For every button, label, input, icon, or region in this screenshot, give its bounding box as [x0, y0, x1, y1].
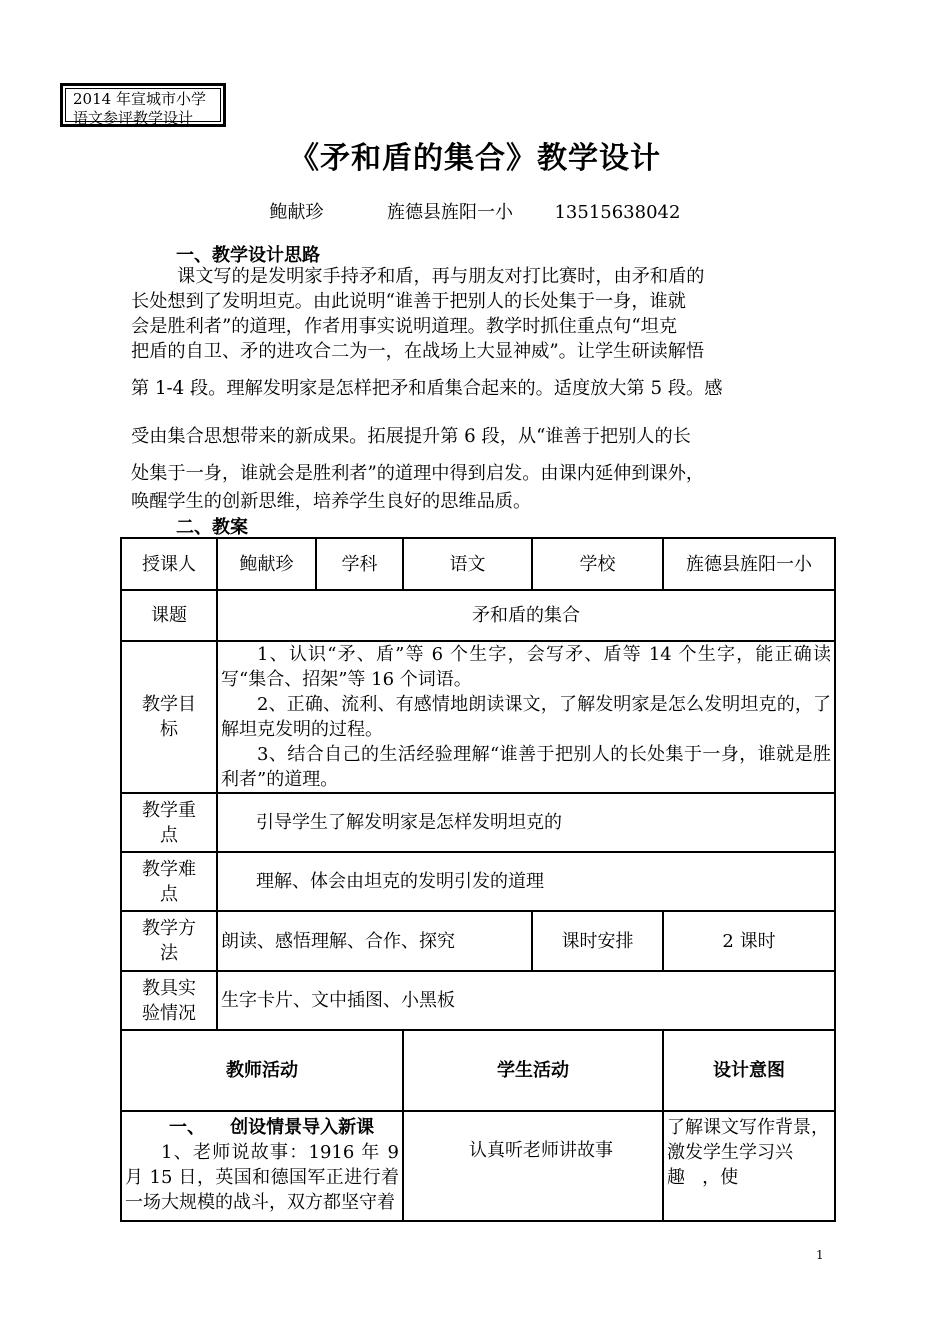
difficulty-label: 教学难点 — [121, 852, 217, 911]
document-title: 《矛和盾的集合》教学设计 — [289, 141, 661, 176]
goal-item: 2、正确、流利、有感情地朗读课文，了解发明家是怎么发明坦克的，了解坦克发明的过程。 — [221, 694, 831, 740]
hours-label: 课时安排 — [532, 911, 663, 971]
step-1-text: 1、老师说故事：1916 年 9 月 15 日，英国和德国军正进行着一场大规模的战斗，双方都坚守着 — [125, 1142, 399, 1213]
body-line: 会是胜利者”的道理，作者用事实说明道理。教学时抓住重点句“坦克 — [131, 316, 678, 337]
key-value: 引导学生了解发明家是怎样发明坦克的 — [217, 793, 835, 852]
col-teacher-activity: 教师活动 — [121, 1030, 403, 1111]
col-student-activity: 学生活动 — [403, 1030, 663, 1111]
body-line: 受由集合思想带来的新成果。拓展提升第 6 段，从“谁善于把别人的长 — [131, 426, 691, 447]
body-line: 课文写的是发明家手持矛和盾，再与朋友对打比赛时，由矛和盾的 — [177, 266, 705, 287]
subject-value: 语文 — [403, 538, 532, 590]
section-1-heading: 一、教学设计思路 — [176, 245, 320, 266]
body-line: 把盾的自卫、矛的进攻合二为一，在战场上大显神威”。让学生研读解悟 — [131, 341, 705, 362]
step-1-title: 一、 创设情景导入新课 — [169, 1117, 375, 1138]
col-design-intent: 设计意图 — [663, 1030, 835, 1111]
goal-item: 1、认识“矛、盾”等 6 个生字，会写矛、盾等 14 个生字，能正确读写“集合、招架”等 16 个词语。 — [221, 644, 831, 690]
subject-label: 学科 — [316, 538, 403, 590]
topic-label: 课题 — [121, 590, 217, 641]
topic-row — [121, 590, 835, 641]
goals-row — [121, 641, 835, 793]
tools-value: 生字卡片、文中插图、小黑板 — [217, 971, 835, 1030]
activity-header-row — [121, 1030, 835, 1111]
tools-label: 教具实验情况 — [121, 971, 217, 1030]
school-label: 学校 — [532, 538, 663, 590]
difficulty-row — [121, 852, 835, 911]
hours-value: 2 课时 — [663, 911, 835, 971]
info-row — [121, 538, 835, 590]
author-name: 鲍献珍 — [269, 202, 324, 223]
body-line: 第 1-4 段。理解发明家是怎样把矛和盾集合起来的。适度放大第 5 段。感 — [131, 378, 723, 399]
teacher-activity-cell — [121, 1111, 403, 1221]
body-line: 处集于一身，谁就会是胜利者”的道理中得到启发。由课内延伸到课外， — [131, 463, 705, 484]
stamp-line-1: 2014 年宣城市小学 — [73, 90, 206, 108]
school-value: 旌德县旌阳一小 — [663, 538, 835, 590]
contest-stamp-box — [60, 83, 226, 127]
key-row — [121, 793, 835, 852]
topic-value: 矛和盾的集合 — [217, 590, 835, 641]
lesson-plan-table — [120, 537, 836, 1222]
author-school: 旌德县旌阳一小 — [387, 202, 513, 223]
author-line — [0, 198, 950, 224]
method-row — [121, 911, 835, 971]
teacher-label: 授课人 — [121, 538, 217, 590]
method-label: 教学方法 — [121, 911, 217, 971]
body-line: 唤醒学生的创新思维，培养学生良好的思维品质。 — [131, 491, 532, 512]
design-intent-cell: 了解课文写作背景，激发学生学习兴趣 ，使 — [663, 1111, 835, 1221]
key-label: 教学重点 — [121, 793, 217, 852]
tools-row — [121, 971, 835, 1030]
page-number: 1 — [816, 1248, 824, 1262]
goals-label: 教学目标 — [121, 641, 217, 793]
method-value: 朗读、感悟理解、合作、探究 — [217, 911, 532, 971]
section-2-heading: 二、教案 — [176, 517, 248, 538]
difficulty-value: 理解、体会由坦克的发明引发的道理 — [217, 852, 835, 911]
goal-item: 3、结合自己的生活经验理解“谁善于把别人的长处集于一身，谁就是胜利者”的道理。 — [221, 744, 831, 790]
stamp-line-2: 语文参评教学设计 — [73, 109, 194, 127]
author-phone: 13515638042 — [554, 202, 681, 223]
goals-cell — [217, 641, 835, 793]
student-activity-cell: 认真听老师讲故事 — [403, 1111, 663, 1221]
step-row — [121, 1111, 835, 1221]
body-line: 长处想到了发明坦克。由此说明“谁善于把别人的长处集于一身，谁就 — [131, 291, 686, 312]
teacher-value: 鲍献珍 — [217, 538, 316, 590]
